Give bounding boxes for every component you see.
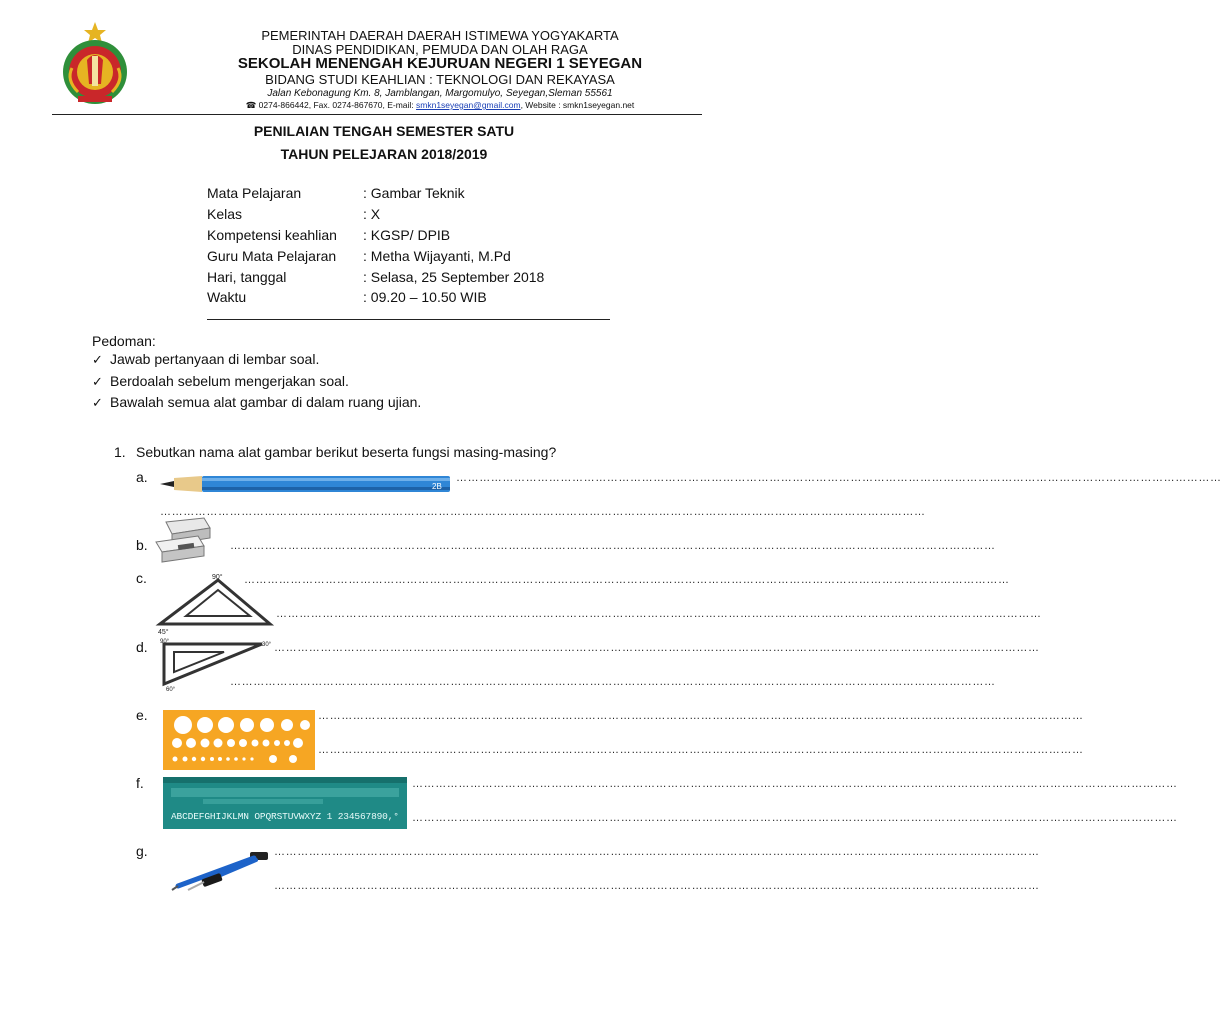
guideline-item xyxy=(92,351,319,368)
eraser-icon xyxy=(152,516,218,562)
checkmark-icon: ✓ xyxy=(92,352,103,367)
info-value-date: : Selasa, 25 September 2018 xyxy=(363,269,545,285)
letterhead-divider xyxy=(52,114,702,115)
answer-line: ……………………………………………………………………………………………………………………………………………………………………………… xyxy=(456,472,1222,484)
answer-line: ……………………………………………………………………………………………………………………………………………………………………………… xyxy=(274,846,1040,858)
item-letter-b: b. xyxy=(136,537,148,553)
answer-line: ……………………………………………………………………………………………………………………………………………………………………………… xyxy=(160,506,926,518)
letterhead-government: PEMERINTAH DAERAH DAERAH ISTIMEWA YOGYAKARTA xyxy=(261,28,619,43)
question-text: Sebutkan nama alat gambar berikut beserta fungsi masing-masing? xyxy=(136,444,557,460)
pencil-icon xyxy=(160,472,452,496)
answer-line: ……………………………………………………………………………………………………………………………………………………………………………… xyxy=(230,676,996,688)
angle-label: 90° xyxy=(212,574,223,581)
guideline-item xyxy=(92,373,349,390)
contact-website: , Website : smkn1seyegan.net xyxy=(520,100,635,110)
stencil-letters: ABCDEFGHIJKLMN OPQRSTUVWXYZ 1 234567890,° xyxy=(171,811,399,822)
exam-year: TAHUN PELEJARAN 2018/2019 xyxy=(280,146,488,162)
answer-line: ……………………………………………………………………………………………………………………………………………………………………………… xyxy=(412,778,1178,790)
circle-template-icon xyxy=(163,710,315,770)
angle-label: 90° xyxy=(160,639,170,645)
info-label-subject: Mata Pelajaran xyxy=(207,185,302,201)
answer-line: ……………………………………………………………………………………………………………………………………………………………………………… xyxy=(244,574,1010,586)
item-letter-g: g. xyxy=(136,843,148,859)
info-label-teacher: Guru Mata Pelajaran xyxy=(207,248,337,264)
item-letter-a: a. xyxy=(136,469,148,485)
checkmark-icon: ✓ xyxy=(92,374,103,389)
contact-email-link[interactable]: smkn1seyegan@gmail.com xyxy=(416,100,521,110)
info-divider xyxy=(207,319,610,320)
compass-icon xyxy=(168,846,272,892)
yogyakarta-crest-icon xyxy=(58,20,132,106)
guideline-text: Berdoalah sebelum mengerjakan soal. xyxy=(110,373,349,389)
question-number: 1. xyxy=(114,444,126,460)
answer-line: ……………………………………………………………………………………………………………………………………………………………………………… xyxy=(412,812,1178,824)
letterhead-address: Jalan Kebonagung Km. 8, Jamblangan, Margomulyo, Seyegan,Sleman 55561 xyxy=(267,88,613,99)
info-label-date: Hari, tanggal xyxy=(207,269,287,285)
pencil-grade-label: 2B xyxy=(432,482,442,491)
item-letter-f: f. xyxy=(136,775,144,791)
guideline-text: Jawab pertanyaan di lembar soal. xyxy=(110,351,320,367)
angle-label: 45° xyxy=(158,629,169,636)
letterhead-field: BIDANG STUDI KEAHLIAN : TEKNOLOGI DAN REKAYASA xyxy=(265,72,615,87)
letterhead-department: DINAS PENDIDIKAN, PEMUDA DAN OLAH RAGA xyxy=(292,42,588,57)
answer-line: ……………………………………………………………………………………………………………………………………………………………………………… xyxy=(318,710,1084,722)
answer-line: ……………………………………………………………………………………………………………………………………………………………………………… xyxy=(274,642,1040,654)
item-letter-e: e. xyxy=(136,707,148,723)
info-value-subject: : Gambar Teknik xyxy=(363,185,465,201)
answer-line: ……………………………………………………………………………………………………………………………………………………………………………… xyxy=(318,744,1084,756)
answer-line: ……………………………………………………………………………………………………………………………………………………………………………… xyxy=(274,880,1040,892)
letterhead-school-name: SEKOLAH MENENGAH KEJURUAN NEGERI 1 SEYEGAN xyxy=(237,55,643,72)
item-letter-d: d. xyxy=(136,639,148,655)
guidelines-title: Pedoman: xyxy=(92,333,156,349)
answer-line: ……………………………………………………………………………………………………………………………………………………………………………… xyxy=(276,608,1042,620)
guideline-item xyxy=(92,394,421,411)
info-label-time: Waktu xyxy=(207,289,247,305)
info-label-class: Kelas xyxy=(207,206,243,222)
info-value-class: : X xyxy=(363,206,381,222)
checkmark-icon: ✓ xyxy=(92,395,103,410)
angle-label: 30° xyxy=(262,642,272,648)
item-letter-c: c. xyxy=(136,570,147,586)
contact-phone-fax: ☎ 0274-866442, Fax. 0274-867670, E-mail: xyxy=(245,100,417,110)
info-label-competency: Kompetensi keahlian xyxy=(207,227,337,243)
angle-label: 60° xyxy=(166,687,176,693)
guideline-text: Bawalah semua alat gambar di dalam ruang ujian. xyxy=(110,394,422,410)
info-value-time: : 09.20 – 10.50 WIB xyxy=(363,289,487,305)
info-value-competency: : KGSP/ DPIB xyxy=(363,227,451,243)
answer-line: ……………………………………………………………………………………………………………………………………………………………………………… xyxy=(230,540,996,552)
letterhead-contact xyxy=(140,100,740,111)
lettering-stencil-icon xyxy=(163,777,407,829)
info-value-teacher: : Metha Wijayanti, M.Pd xyxy=(363,248,511,264)
exam-title: PENILAIAN TENGAH SEMESTER SATU xyxy=(253,123,515,139)
